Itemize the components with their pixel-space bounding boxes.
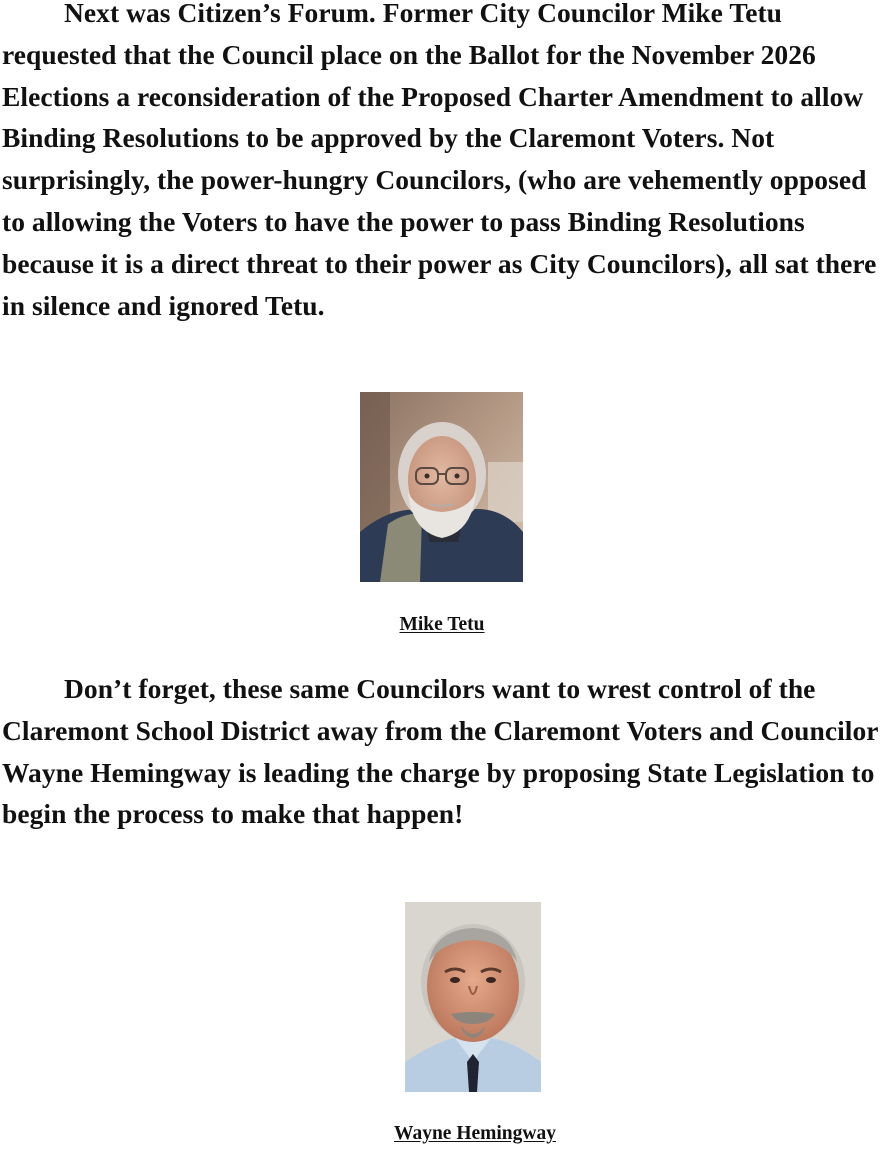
mike-tetu-photo [360, 392, 523, 582]
paragraph-school-district: Don’t forget, these same Councilors want to wrest control of the Claremont School District away from the Claremont Voters and Councilor Wayne Hemingway is leading the charge by proposing State Legislation to begin the process to make that happen! [2, 673, 879, 830]
paragraph-citizens-forum: Next was Citizen’s Forum. Former City Councilor Mike Tetu requested that the Council place on the Ballot for the November 2026 Elections a reconsideration of the Proposed Charter Amendment to allow Binding Resolutions to be approved by the Claremont Voters. Not surprisingly, the power-hungry Councilors, (who are vehemently opposed to allowing the Voters to have the power to pass Binding Resolutions because it is a direct threat to their power as City Councilors), all sat there in silence and ignored Tetu. [2, 0, 877, 321]
mike-tetu-caption: Mike Tetu [399, 614, 485, 635]
wayne-hemingway-caption: Wayne Hemingway [394, 1123, 556, 1144]
wayne-hemingway-photo [405, 902, 541, 1092]
